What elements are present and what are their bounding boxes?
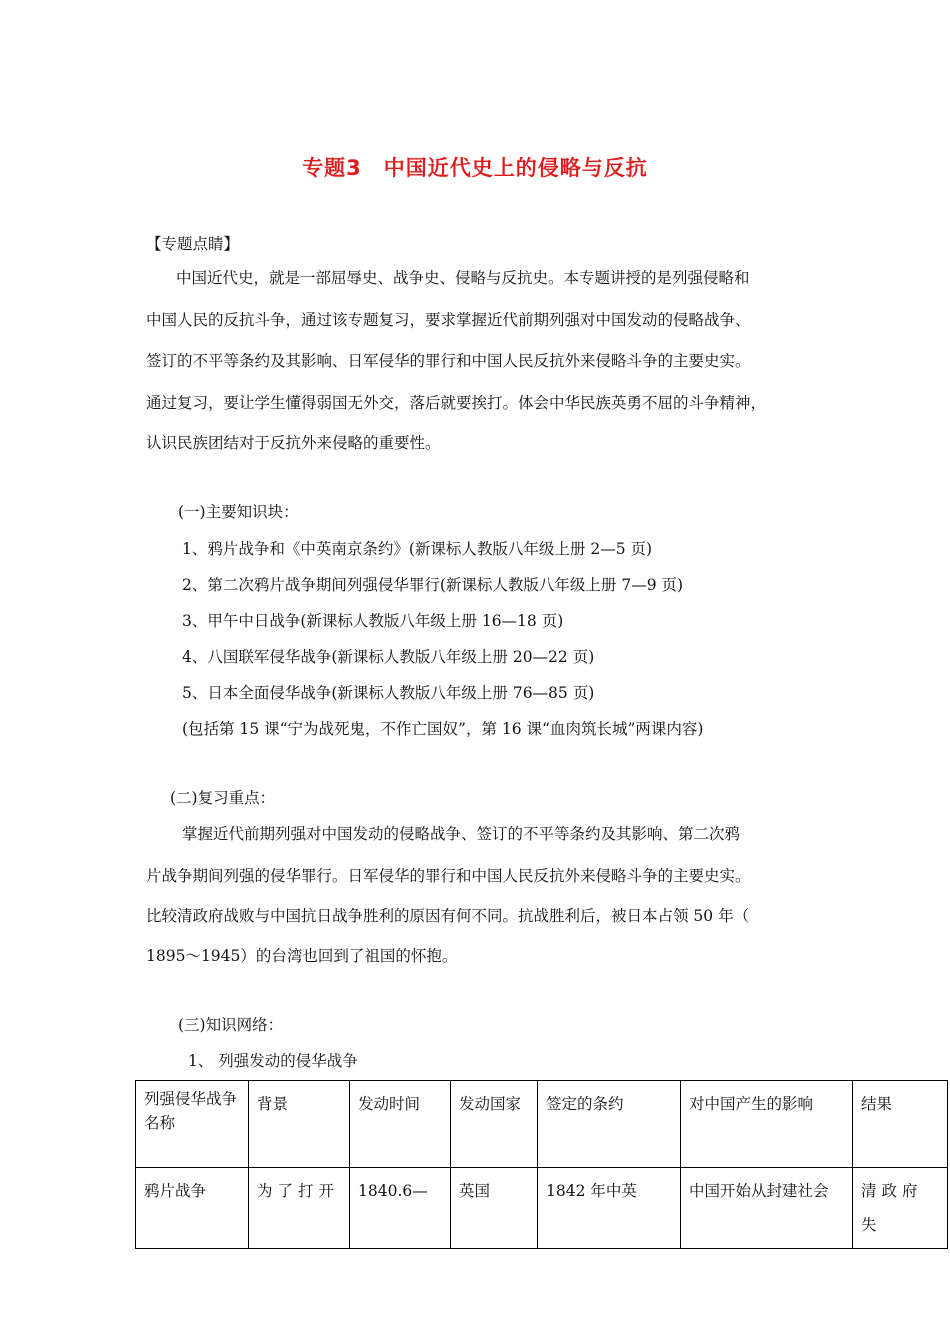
knowledge-item: 5、日本全面侵华战争(新课标人教版八年级上册 76—85 页)	[182, 684, 595, 702]
knowledge-item: 1、鸦片战争和《中英南京条约》(新课标人教版八年级上册 2—5 页)	[182, 540, 653, 558]
document-title: 专题3 中国近代史上的侵略与反抗	[302, 156, 648, 180]
intro-line: 签订的不平等条约及其影响、日军侵华的罪行和中国人民反抗外来侵略斗争的主要史实。	[146, 352, 751, 370]
review-focus-line: 片战争期间列强的侵华罪行。日军侵华的罪行和中国人民反抗外来侵略斗争的主要史实。	[146, 867, 751, 885]
section-header: 【专题点睛】	[146, 235, 240, 253]
intro-line: 通过复习，要让学生懂得弱国无外交，落后就要挨打。体会中华民族英勇不屈的斗争精神，	[146, 394, 767, 412]
table-header-cell: 背景	[249, 1081, 350, 1168]
table-header-cell: 对中国产生的影响	[681, 1081, 853, 1168]
table-header-row	[136, 1081, 948, 1168]
review-focus-line: 1895～1945）的台湾也回到了祖国的怀抱。	[146, 947, 458, 965]
table-cell: 清政府失	[853, 1168, 948, 1249]
intro-line: 认识民族团结对于反抗外来侵略的重要性。	[146, 434, 441, 452]
table-cell: 1842 年中英	[538, 1168, 681, 1249]
intro-line: 中国人民的反抗斗争，通过该专题复习，要求掌握近代前期列强对中国发动的侵略战争、	[146, 311, 751, 329]
knowledge-item-note: (包括第 15 课“宁为战死鬼，不作亡国奴”，第 16 课“血肉筑长城”两课内容)	[182, 720, 704, 738]
table-header-cell: 签定的条约	[538, 1081, 681, 1168]
table-header-cell: 发动国家	[451, 1081, 538, 1168]
knowledge-item: 4、八国联军侵华战争(新课标人教版八年级上册 20—22 页)	[182, 648, 595, 666]
table-cell: 为了打开	[249, 1168, 350, 1249]
review-focus-heading: (二)复习重点：	[170, 789, 276, 807]
table-header-cell: 结果	[853, 1081, 948, 1168]
invasion-wars-table	[135, 1080, 948, 1249]
review-focus-line: 比较清政府战败与中国抗日战争胜利的原因有何不同。抗战胜利后，被日本占领 50 年（	[146, 907, 750, 925]
review-focus-line: 掌握近代前期列强对中国发动的侵略战争、签订的不平等条约及其影响、第二次鸦	[182, 825, 741, 843]
table-cell: 鸦片战争	[136, 1168, 249, 1249]
table-row	[136, 1168, 948, 1249]
knowledge-network-heading: (三)知识网络：	[178, 1016, 284, 1034]
table-header-cell: 发动时间	[350, 1081, 451, 1168]
intro-line: 中国近代史，就是一部屈辱史、战争史、侵略与反抗史。本专题讲授的是列强侵略和	[176, 269, 750, 287]
knowledge-item: 2、第二次鸦片战争期间列强侵华罪行(新课标人教版八年级上册 7—9 页)	[182, 576, 684, 594]
table-cell: 中国开始从封建社会	[681, 1168, 853, 1249]
knowledge-item: 3、甲午中日战争(新课标人教版八年级上册 16—18 页)	[182, 612, 564, 630]
table-cell: 英国	[451, 1168, 538, 1249]
table-cell: 1840.6—	[350, 1168, 451, 1249]
table-header-cell: 列强侵华战争名称	[136, 1081, 249, 1168]
knowledge-blocks-heading: (一)主要知识块：	[178, 503, 299, 521]
knowledge-network-subheading: 1、 列强发动的侵华战争	[188, 1052, 358, 1070]
